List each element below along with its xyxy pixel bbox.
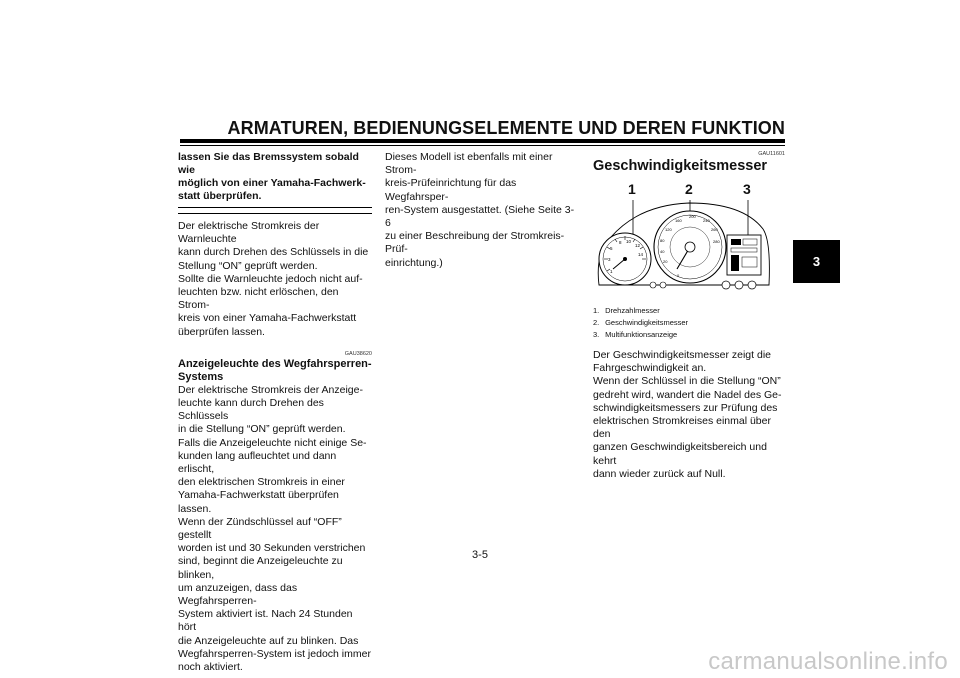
warning-heading (178, 151, 372, 203)
page-header-title: ARMATUREN, BEDIENUNGSELEMENTE UND DEREN FUNKTION (227, 118, 785, 138)
instrument-cluster-figure (593, 181, 771, 299)
figure-legend (593, 305, 785, 341)
page-number: 3-5 (472, 549, 488, 561)
svg-text:120: 120 (665, 227, 672, 232)
warning-line: lassen Sie das Bremssystem sobald wie (178, 151, 359, 176)
legend-item: 3. Multifunktionsanzeige (593, 330, 678, 339)
column-right (593, 151, 785, 481)
immobilizer-circuit-paragraph: Dieses Modell ist ebenfalls mit einer Strom- kreis-Prüfeinrichtung für das Wegfahrsper- ren-System ausgestattet. (Siehe Seite 3-6 zu einer Beschreibung der Stromkreis-Prüf- einrichtung.) (385, 151, 575, 269)
svg-text:160: 160 (675, 218, 682, 223)
warning-line: möglich von einer Yamaha-Fachwerk- (178, 177, 366, 189)
immobilizer-paragraph: Der elektrische Stromkreis der Anzeige- leuchte kann durch Drehen des Schlüssels in die Stellung “ON” geprüft werden. Falls die Anzeigeleuchte nicht einige Se- kunden lang aufleuchtet und dann erlischt, den elektrischen Stromkreis in einer Yamaha-Fachwerkstatt überprüfen lassen. Wenn der Zündschlüssel auf “OFF” gestellt worden ist und 30 Sekunden verstrichen sind, beginnt die Anzeigeleuchte zu blinken, um anzuzeigen, dass das Wegfahrsperren- System aktiviert ist. Nach 24 Stunden hört die Anzeigeleuchte auf zu blinken. Das Wegfahrsperren-System ist jedoch immer noch aktiviert. (178, 383, 371, 674)
warning-divider-lower (178, 213, 372, 214)
speedometer-paragraph: Der Geschwindigkeitsmesser zeigt die Fahrgeschwindigkeit an. Wenn der Schlüssel in die Stellung “ON” gedreht wird, wandert die Nadel des Ge- schwindigkeitsmessers zur Prüfung des elektrischen Stromkreises einmal über den ganzen Geschwindigkeitsbereich und kehrt dann wieder zurück auf Null. (593, 349, 782, 480)
svg-text:1: 1 (610, 269, 613, 274)
svg-text:20: 20 (663, 259, 668, 264)
column-left (178, 151, 372, 674)
svg-text:3: 3 (608, 257, 611, 262)
svg-text:8: 8 (619, 240, 622, 245)
legend-item: 2. Geschwindigkeitsmesser (593, 318, 689, 327)
header-rule-thick (180, 139, 785, 143)
warning-light-paragraph: Der elektrische Stromkreis der Warnleuchte kann durch Drehen des Schlüssels in die Stellung “ON” geprüft werden. Sollte die Warnleuchte jedoch nicht auf- leuchten bzw. nicht erlöschen, den Strom- kreis von einer Yamaha-Fachwerkstatt überprüfen lassen. (178, 220, 369, 338)
header-rule-thin (180, 145, 785, 146)
svg-text:5: 5 (610, 246, 613, 251)
svg-text:10: 10 (626, 239, 632, 244)
speedometer-title: Geschwindigkeitsmesser (593, 158, 768, 174)
instrument-cluster-drawing (593, 181, 771, 299)
legend-item: 1. Drehzahlmesser (593, 306, 660, 315)
watermark: carmanualsonline.info (708, 648, 948, 675)
svg-text:280: 280 (713, 239, 720, 244)
callout-3: 3 (743, 181, 751, 197)
immobilizer-subheading: Anzeigeleuchte des Wegfahrsperren- Systems (178, 357, 372, 383)
svg-text:200: 200 (689, 214, 696, 219)
section-code: GAU11601 (758, 151, 785, 157)
svg-text:240: 240 (703, 218, 710, 223)
svg-text:80: 80 (660, 238, 665, 243)
warning-divider (178, 207, 372, 208)
svg-text:0: 0 (677, 273, 680, 278)
section-code: GAU38620 (344, 350, 372, 357)
svg-text:12: 12 (635, 243, 641, 248)
svg-text:14: 14 (638, 252, 644, 257)
svg-text:40: 40 (660, 249, 665, 254)
chapter-tab: 3 (793, 240, 840, 283)
callout-1: 1 (628, 181, 636, 197)
warning-line: statt überprüfen. (178, 190, 262, 202)
callout-2: 2 (685, 181, 693, 197)
column-middle (385, 151, 579, 270)
svg-text:260: 260 (711, 227, 718, 232)
